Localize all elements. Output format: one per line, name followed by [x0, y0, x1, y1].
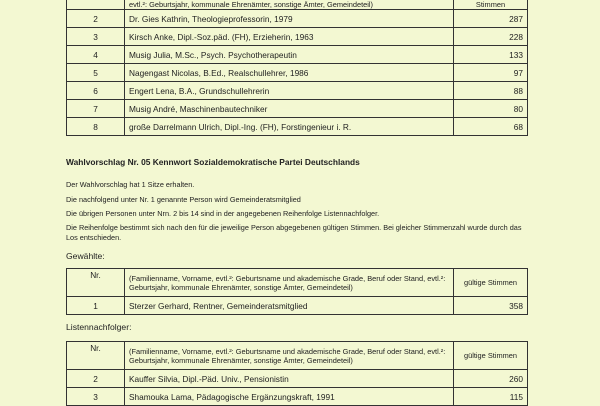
header-votes-tail: Stimmen [454, 0, 528, 10]
row-nr: 2 [67, 370, 125, 388]
row-person: Engert Lena, B.A., Grundschullehrerin [125, 82, 454, 100]
row-person: große Darrelmann Ulrich, Dipl.-Ing. (FH), Forstingenieur i. R. [125, 118, 454, 136]
successors-label: Listennachfolger: [66, 322, 132, 332]
seats-paragraph: Der Wahlvorschlag hat 1 Sitze erhalten. [66, 180, 195, 189]
row-nr: 7 [67, 100, 125, 118]
elected-paragraph: Die nachfolgend unter Nr. 1 genannte Person wird Gemeinderatsmitglied [66, 195, 301, 204]
header-votes: gültige Stimmen [454, 269, 528, 297]
successors-table [66, 341, 528, 406]
row-votes: 358 [454, 297, 528, 315]
header-desc: (Familienname, Vorname, evtl.²: Geburtsname und akademische Grade, Beruf oder Stand, evtl.²: Geburtsjahr, kommunale Ehrenämter, sonstige Ämter, Gemeindeteil) [125, 342, 454, 370]
row-person: Sterzer Gerhard, Rentner, Gemeinderatsmitglied [125, 297, 454, 315]
header-nr: Nr. [67, 342, 125, 370]
row-nr: 1 [67, 297, 125, 315]
table-header [67, 269, 528, 297]
table-row [67, 388, 528, 406]
row-votes: 97 [454, 64, 528, 82]
row-person: Musig André, Maschinenbautechniker [125, 100, 454, 118]
elected-table [66, 268, 528, 315]
row-votes: 88 [454, 82, 528, 100]
table-row [67, 118, 528, 136]
header-nr: Nr. [67, 269, 125, 297]
header-desc-tail: evtl.²: Geburtsjahr, kommunale Ehrenämter, sonstige Ämter, Gemeindeteil) [125, 0, 454, 10]
row-person: Kirsch Anke, Dipl.-Soz.päd. (FH), Erzieherin, 1963 [125, 28, 454, 46]
row-votes: 80 [454, 100, 528, 118]
row-nr: 5 [67, 64, 125, 82]
table-row [67, 10, 528, 28]
row-nr: 8 [67, 118, 125, 136]
row-nr: 3 [67, 28, 125, 46]
elected-label: Gewählte: [66, 251, 105, 261]
table-row [67, 100, 528, 118]
table-row [67, 370, 528, 388]
successors-paragraph: Die übrigen Personen unter Nrn. 2 bis 14 sind in der angegebenen Reihenfolge Listennachfolger. [66, 209, 380, 218]
row-nr: 4 [67, 46, 125, 64]
row-nr: 2 [67, 10, 125, 28]
row-nr: 3 [67, 388, 125, 406]
table-row [67, 297, 528, 315]
header-desc: (Familienname, Vorname, evtl.²: Geburtsname und akademische Grade, Beruf oder Stand, evtl.²: Geburtsjahr, kommunale Ehrenämter, sonstige Ämter, Gemeindeteil) [125, 269, 454, 297]
row-person: Dr. Gies Kathrin, Theologieprofessorin, 1979 [125, 10, 454, 28]
row-votes: 68 [454, 118, 528, 136]
table-header [67, 342, 528, 370]
row-votes: 133 [454, 46, 528, 64]
table-row [67, 46, 528, 64]
row-votes: 260 [454, 370, 528, 388]
table-row [67, 64, 528, 82]
order-paragraph: Die Reihenfolge bestimmt sich nach den für die jeweilige Person abgegebenen gültigen Stimmen. Bei gleicher Stimmenzahl wurde durch das Los entschieden. [66, 223, 522, 242]
row-person: Shamouka Lama, Pädagogische Ergänzungskraft, 1991 [125, 388, 454, 406]
row-votes: 287 [454, 10, 528, 28]
header-nr-cell [67, 0, 125, 10]
row-votes: 115 [454, 388, 528, 406]
table-row [67, 28, 528, 46]
row-person: Kauffer Silvia, Dipl.-Päd. Univ., Pensionistin [125, 370, 454, 388]
table-header-partial [67, 0, 528, 10]
row-person: Nagengast Nicolas, B.Ed., Realschullehrer, 1986 [125, 64, 454, 82]
row-nr: 6 [67, 82, 125, 100]
results-table-top [66, 0, 528, 136]
header-votes: gültige Stimmen [454, 342, 528, 370]
table-row [67, 82, 528, 100]
row-person: Musig Julia, M.Sc., Psych. Psychotherapeutin [125, 46, 454, 64]
section-title: Wahlvorschlag Nr. 05 Kennwort Sozialdemokratische Partei Deutschlands [66, 157, 360, 167]
row-votes: 228 [454, 28, 528, 46]
